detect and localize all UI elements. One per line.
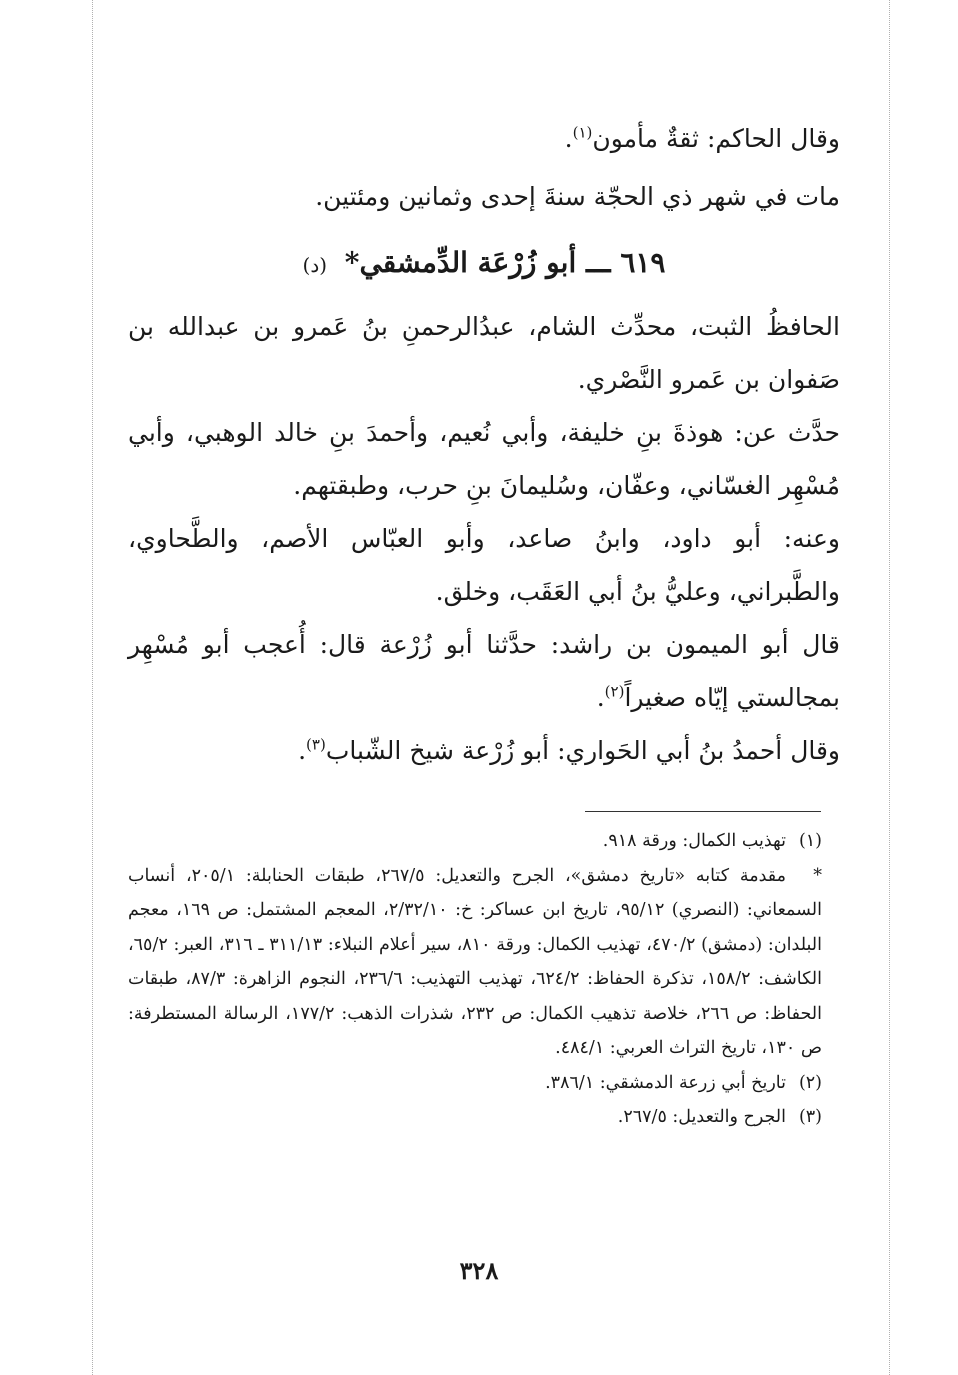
entry-siglum: (د) <box>302 253 328 277</box>
footnote-mark: (٢) <box>798 1072 822 1093</box>
paragraph-quote-hawari <box>128 724 840 777</box>
page-body <box>128 110 840 777</box>
footnote-3 <box>128 1100 822 1135</box>
line-end: . <box>564 124 573 153</box>
footnote-ref-3[interactable]: (٣) <box>306 735 326 754</box>
quote-end: . <box>596 683 605 712</box>
text-line-hakim <box>128 110 840 168</box>
page-number: ٣٢٨ <box>459 1256 499 1285</box>
scan-margin-line-right <box>889 0 890 1375</box>
footnote-ref-2[interactable]: (٢) <box>604 682 625 701</box>
footnote-text: تاريخ أبي زرعة الدمشقي: ٣٨٦/١. <box>545 1072 786 1093</box>
paragraph-teachers: حدَّث عن: هوذةَ بنِ خليفة، وأبي نُعيم، وأحمدَ بنِ خالد الوهبي، وأبي مُسْهِر الغسّاني، وعفّان، وسُليمانَ بنِ حرب، وطبقتهم. <box>128 418 840 500</box>
footnote-2 <box>128 1066 822 1101</box>
footnote-mark: * <box>813 865 822 886</box>
paragraph-students: وعنه: أبو داود، وابنُ صاعد، وأبو العبّاس الأصم، والطَّحاوي، والطَّبراني، وعليُّ بنُ أبي العَقَب، وخلق. <box>128 524 840 606</box>
footnotes <box>128 824 822 1135</box>
entry-number: ٦١٩ <box>620 246 666 279</box>
paragraph-lineage: الحافظُ الثبت، محدِّث الشام، عبدُالرحمنِ بنُ عَمرو بن عبدالله بن صَفوان بن عَمرو النَّصْري. <box>128 312 840 394</box>
footnote-star <box>128 859 822 1066</box>
footnote-text: مقدمة كتابه «تاريخ دمشق»، الجرح والتعديل: ٢٦٧/٥، طبقات الحنابلة: ٢٠٥/١، أنساب السمعاني: (النصري) ٩٥/١٢، تاريخ ابن عساكر: خ: ٢/٣٢/١٠، المعجم المشتمل: ص ١٦٩، معجم البلدان: (دمشق) ٤٧٠/٢، تهذيب الكمال: ورقة ٨١٠، سير أعلام النبلاء: ٣١١/١٣ ـ ٣١٦، العبر: ٦٥/٢، الكاشف: ١٥٨/٢، تذكرة الحفاظ: ٦٢٤/٢، تهذيب التهذيب: ٢٣٦/٦، النجوم الزاهرة: ٨٧/٣، طبقات الحفاظ: ص ٢٦٦، خلاصة تذهيب الكمال: ص ٢٣٢، شذرات الذهب: ١٧٧/٢، الرسالة المستطرفة: ص ١٣٠، تاريخ التراث العربي: ٤٨٤/١. <box>128 865 822 1058</box>
quote-text: وقال أحمدُ بنُ أبي الحَواري: أبو زُرْعة شيخ الشّباب <box>325 736 840 765</box>
footnote-ref-1[interactable]: (١) <box>572 123 593 142</box>
text-line-death: مات في شهر ذي الحجّة سنةَ إحدى وثمانين ومئتين. <box>315 182 840 211</box>
footnote-text: تهذيب الكمال: ورقة ٩١٨. <box>602 831 786 851</box>
line-text: وقال الحاكم: ثقةٌ مأمون <box>592 124 840 153</box>
entry-dash: ـــ <box>585 246 611 279</box>
entry-heading <box>128 230 840 298</box>
paragraph-quote-abu-maymun <box>128 618 840 724</box>
scan-margin-line-left <box>92 0 93 1375</box>
footnote-mark: (٣) <box>798 1107 822 1127</box>
footnote-1 <box>128 824 822 859</box>
quote-text: قال أبو الميمون بن راشد: حدَّثنا أبو زُرْعة قال: أُعجب أبو مُسْهِر بمجالستي إيّاه صغيراً <box>128 630 840 712</box>
footnote-mark: (١) <box>798 831 822 851</box>
quote-end: . <box>298 736 307 765</box>
footnote-separator <box>585 811 821 812</box>
footnote-text: الجرح والتعديل: ٢٦٧/٥. <box>617 1107 786 1127</box>
entry-name: أبو زُرْعَة الدِّمشقي* <box>344 246 577 279</box>
